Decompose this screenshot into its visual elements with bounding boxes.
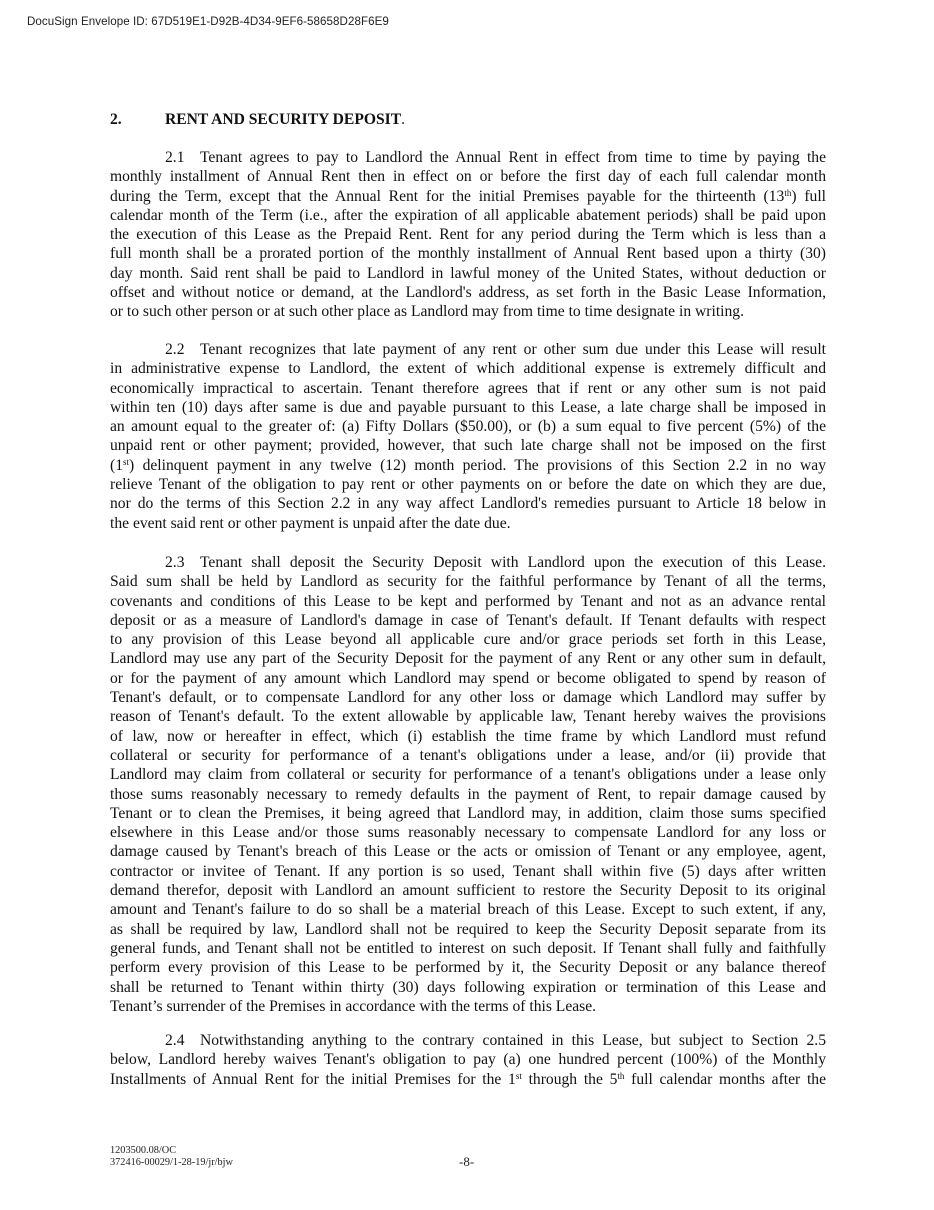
paragraph-line: damage caused by Tenant's breach of this Lease or the acts or omission of Tenant or any employee, agent, [110, 843, 826, 861]
paragraph-line: calendar month of the Term (i.e., after the expiration of all applicable abatement periods) shall be paid upon [110, 206, 826, 224]
paragraph-line: amount and Tenant's failure to do so shall be a material breach of this Lease. Except to such extent, if any, [110, 901, 826, 919]
paragraph-line: of law, now or hereafter in effect, which (i) establish the time frame by which Landlord must refund [110, 727, 826, 745]
paragraph-number: 2.1 [165, 149, 185, 166]
paragraph-line: deposit or as a measure of Landlord's damage in case of Tenant's default. If Tenant defaults with respect [110, 611, 826, 629]
paragraph-line: relieve Tenant of the obligation to pay rent or other payments on or before the date on which they are due, [110, 476, 826, 494]
paragraph-line: or for the payment of any amount which Landlord may spend or become obligated to spend by reason of [110, 669, 826, 687]
docusign-envelope-id: DocuSign Envelope ID: 67D519E1-D92B-4D34-9EF6-58658D28F6E9 [27, 15, 389, 28]
paragraph-line: in administrative expense to Landlord, the extent of which additional expense is extremely difficult and [110, 360, 826, 378]
paragraph-2-3 [110, 553, 826, 1016]
section-title-period: . [401, 111, 406, 128]
paragraph-line: 2.4 Notwithstanding anything to the contrary contained in this Lease, but subject to Section 2.5 [165, 1032, 826, 1049]
paragraph-line: elsewhere in this Lease and/or those sums reasonably necessary to compensate Landlord for any loss or [110, 824, 826, 842]
ordinal-suffix: st [515, 1070, 522, 1081]
paragraph-line: perform every provision of this Lease to be performed by it, the Security Deposit or any balance thereof [110, 959, 826, 977]
ordinal-suffix: st [123, 456, 130, 467]
paragraph-number: 2.3 [165, 554, 185, 571]
paragraph-line: 2.3 Tenant shall deposit the Security Deposit with Landlord upon the execution of this Lease. [165, 554, 826, 571]
paragraph-2-4 [110, 1031, 826, 1089]
paragraph-line: below, Landlord hereby waives Tenant's obligation to pay (a) one hundred percent (100%) of the Monthly [110, 1051, 826, 1069]
paragraph-line: 2.2 Tenant recognizes that late payment of any rent or other sum due under this Lease will result [165, 341, 826, 358]
section-heading [110, 111, 405, 129]
paragraph-line: as shall be required by law, Landlord shall not be required to keep the Security Deposit separate from its [110, 920, 826, 938]
ordinal-suffix: th [617, 1070, 625, 1081]
paragraph-line: to any provision of this Lease beyond all applicable cure and/or grace periods set forth in this Lease, [110, 631, 826, 649]
paragraph-line: (1st) delinquent payment in any twelve (12) month period. The provisions of this Section 2.2 in no way [110, 456, 826, 474]
ordinal-suffix: th [784, 187, 792, 198]
paragraph-line: contractor or invitee of Tenant. If any portion is so used, Tenant shall within five (5) days after written [110, 862, 826, 880]
footer-doc-code-1: 1203500.08/OC [110, 1145, 177, 1156]
paragraph-line: general funds, and Tenant shall not be entitled to interest on such deposit. If Tenant shall fully and faithfully [110, 939, 826, 957]
footer-doc-codes [110, 1145, 233, 1169]
paragraph-number: 2.2 [165, 341, 185, 358]
paragraph-number: 2.4 [165, 1032, 185, 1049]
paragraph-line: covenants and conditions of this Lease to be kept and performed by Tenant and not as an advance rental [110, 592, 826, 610]
paragraph-line: unpaid rent or other payment; provided, however, that such late charge shall not be imposed on the first [110, 437, 826, 455]
paragraph-line: Said sum shall be held by Landlord as security for the faithful performance by Tenant of all the terms, [110, 573, 826, 591]
paragraph-line: shall be returned to Tenant within thirty (30) days following expiration or termination of this Lease and [110, 978, 826, 996]
paragraph-line: reason of Tenant's default. To the extent allowable by applicable law, Tenant hereby waives the provisions [110, 708, 826, 726]
paragraph-line: Landlord may use any part of the Security Deposit for the payment of any Rent or any other sum in default, [110, 650, 826, 668]
paragraph-line: Tenant's default, or to compensate Landlord for any other loss or damage which Landlord may suffer by [110, 689, 826, 707]
footer-doc-code-2: 372416-00029/1-28-19/jr/bjw [110, 1157, 233, 1168]
paragraph-2-2 [110, 340, 826, 533]
section-number: 2. [110, 111, 122, 128]
page-number: -8- [459, 1154, 475, 1169]
paragraph-2-1 [110, 148, 826, 322]
paragraph-line: full month shall be a prorated portion of the monthly installment of Annual Rent based upon a thirty (30) [110, 245, 826, 263]
section-title: RENT AND SECURITY DEPOSIT [165, 111, 402, 128]
paragraph-line: Tenant’s surrender of the Premises in accordance with the terms of this Lease. [110, 997, 597, 1015]
paragraph-line: within ten (10) days after same is due and payable pursuant to this Lease, a late charge shall be imposed in [110, 398, 826, 416]
paragraph-line: collateral or security for performance of a tenant's obligations under a lease, and/or (ii) provide that [110, 746, 826, 764]
paragraph-line: demand therefor, deposit with Landlord an amount sufficient to restore the Security Deposit to its original [110, 882, 826, 900]
paragraph-line: economically impractical to ascertain. Tenant therefore agrees that if rent or any other sum is not paid [110, 379, 826, 397]
paragraph-line: Tenant or to clean the Premises, it being agreed that Landlord may, in addition, claim those sums specified [110, 804, 826, 822]
paragraph-line: day month. Said rent shall be paid to Landlord in lawful money of the United States, without deduction or [110, 264, 826, 282]
paragraph-line: or to such other person or at such other place as Landlord may from time to time designate in writing. [110, 303, 744, 321]
paragraph-line: monthly installment of Annual Rent then in effect on or before the first day of each full calendar month [110, 168, 826, 186]
paragraph-line: 2.1 Tenant agrees to pay to Landlord the Annual Rent in effect from time to time by paying the [165, 149, 826, 166]
paragraph-line: an amount equal to the greater of: (a) Fifty Dollars ($50.00), or (b) a sum equal to five percent (5%) of the [110, 418, 826, 436]
paragraph-line: the event said rent or other payment is unpaid after the date due. [110, 514, 511, 532]
paragraph-line: nor do the terms of this Section 2.2 in any way affect Landlord's remedies pursuant to Article 18 below in [110, 495, 826, 513]
paragraph-line: the execution of this Lease as the Prepaid Rent. Rent for any period during the Term which is less than a [110, 226, 826, 244]
paragraph-line: Landlord may claim from collateral or security for performance of a tenant's obligations under a lease only [110, 766, 826, 784]
paragraph-line: during the Term, except that the Annual Rent for the initial Premises payable for the thirteenth (13th) full [110, 187, 826, 205]
paragraph-line: Installments of Annual Rent for the initial Premises for the 1st through the 5th full calendar months after the [110, 1070, 826, 1088]
paragraph-line: those sums reasonably necessary to remedy defaults in the payment of Rent, to repair damage caused by [110, 785, 826, 803]
paragraph-line: offset and without notice or demand, at the Landlord's address, as set forth in the Basic Lease Information, [110, 284, 826, 302]
